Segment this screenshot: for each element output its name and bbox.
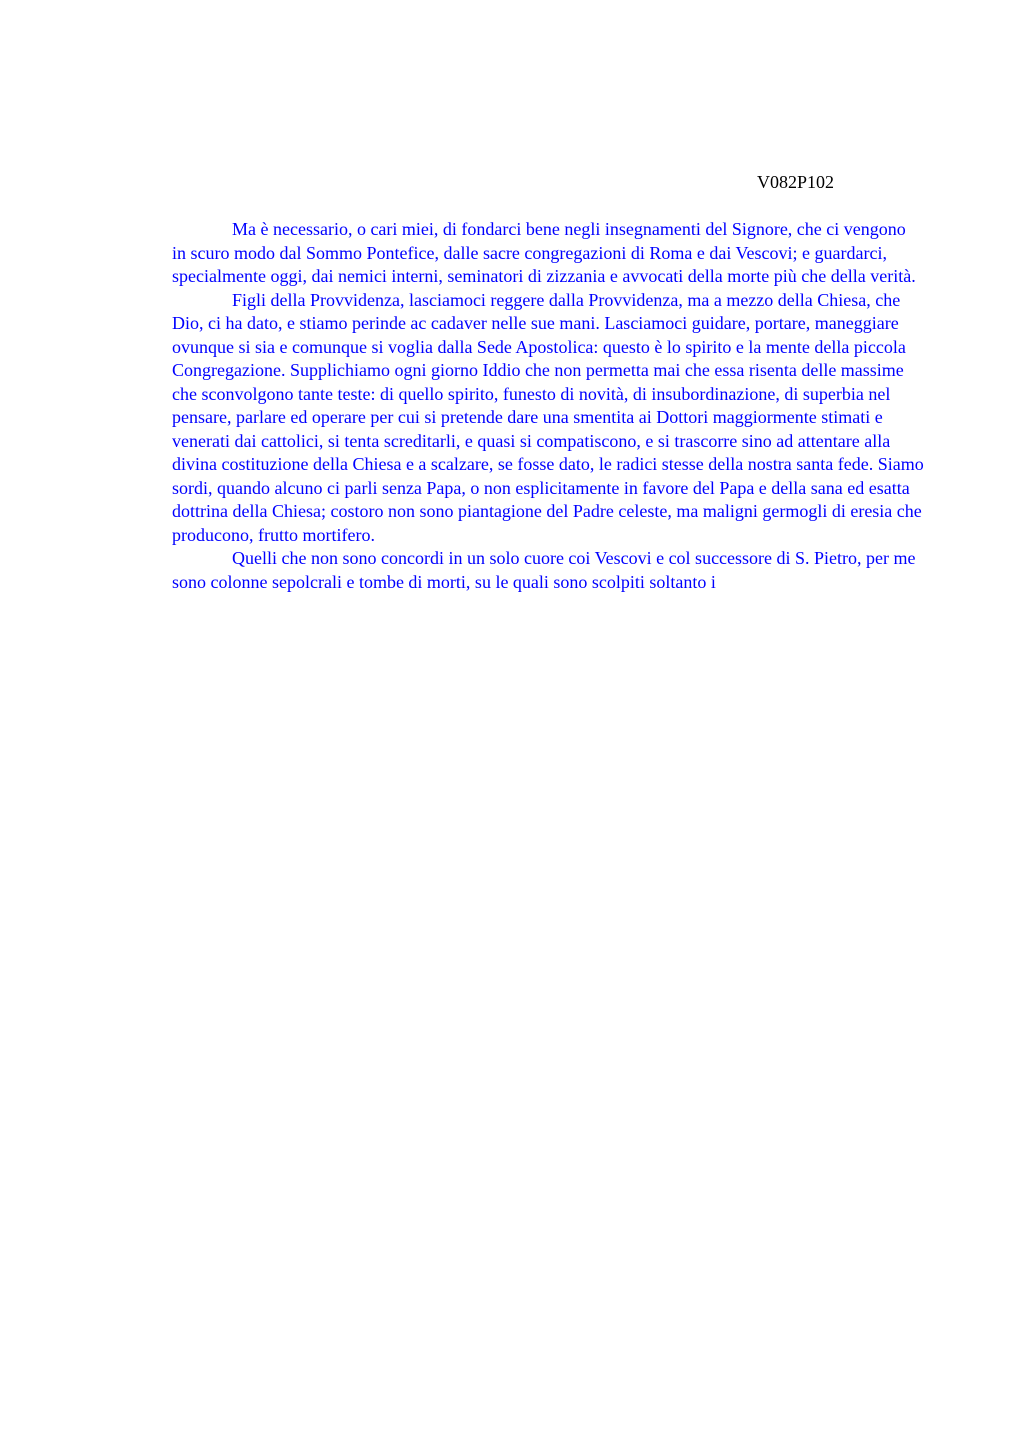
paragraph-3: Quelli che non sono concordi in un solo cuore coi Vescovi e col successore di S. Pietro, per me sono colonne sepolcrali e tombe di morti, su le quali sono scolpiti soltanto i [172,548,916,592]
body-text [172,218,924,594]
page-code: V082P102 [757,172,835,192]
paragraph-1: Ma è necessario, o cari miei, di fondarci bene negli insegnamenti del Signore, che ci vengono in scuro modo dal Sommo Pontefice, dalle sacre congregazioni di Roma e dai Vescovi; e guardarci, specialmente oggi, dai nemici interni, seminatori di zizzania e avvocati della morte più che della verità. [172,219,916,286]
paragraph-2: Figli della Provvidenza, lasciamoci reggere dalla Provvidenza, ma a mezzo della Chiesa, che Dio, ci ha dato, e stiamo perinde ac cadaver nelle sue mani. Lasciamoci guidare, portare, maneggiare ovunque si sia e comunque si voglia dalla Sede Apostolica: questo è lo spirito e la mente della piccola Congregazione. Supplichiamo ogni giorno Iddio che non permetta mai che essa risenta delle massime che sconvolgono tante teste: di quello spirito, funesto di novità, di insubordinazione, di superbia nel pensare, parlare ed operare per cui si pretende dare una smentita ai Dottori maggiormente stimati e venerati dai cattolici, si tenta screditarli, e quasi si compatiscono, e si trascorre sino ad attentare alla divina costituzione della Chiesa e a scalzare, se fosse dato, le radici stesse della nostra santa fede. Siamo sordi, quando alcuno ci parli senza Papa, o non esplicitamente in favore del Papa e della sana ed esatta dottrina della Chiesa; costoro non sono piantagione del Padre celeste, ma maligni germogli di eresia che producono, frutto mortifero. [172,289,924,545]
